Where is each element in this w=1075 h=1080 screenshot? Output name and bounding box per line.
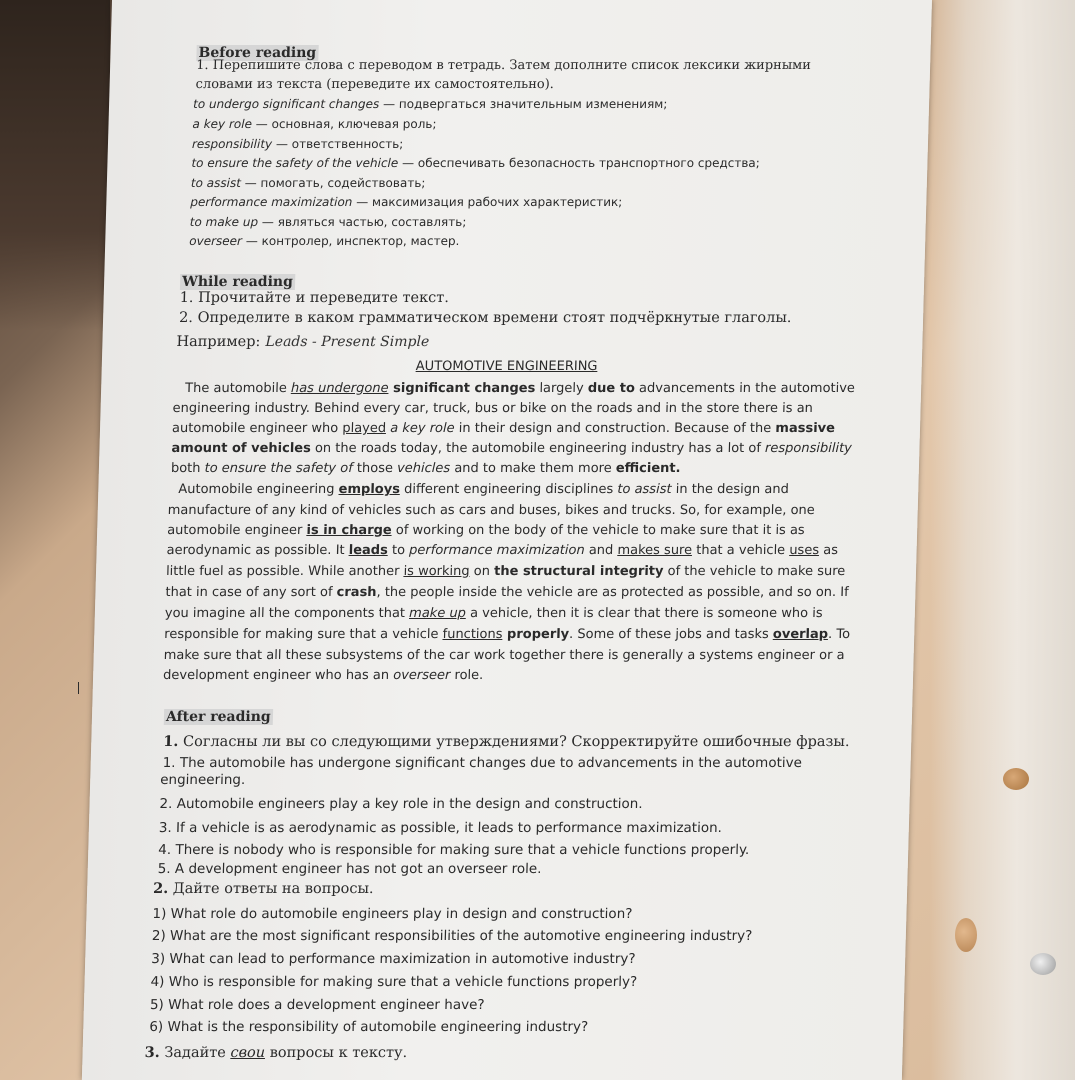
vocab-russian: — ответственность; bbox=[271, 137, 404, 151]
text-run: Задайте bbox=[159, 1045, 231, 1061]
vocab-english: to undergo significant changes bbox=[192, 97, 380, 111]
paragraph-line bbox=[164, 627, 850, 642]
text-run: , the people inside the vehicle are as protected as possible, and so on. If bbox=[376, 585, 849, 600]
text-run: aerodynamic as possible. It bbox=[166, 543, 349, 558]
task-text bbox=[144, 1044, 407, 1061]
question-item: 6) What is the responsibility of automobile engineering industry? bbox=[149, 1019, 589, 1035]
question-item: 1) What role do automobile engineers play in design and construction? bbox=[152, 906, 633, 922]
paragraph-line: manufacture of any kind of vehicles such as cars and buses, bikes and trucks. So, for example, one bbox=[167, 503, 815, 518]
paragraph-line bbox=[171, 461, 681, 476]
text-run: that in case of any sort of bbox=[165, 585, 337, 600]
italic-term: a key role bbox=[385, 421, 455, 436]
after-reading-section bbox=[164, 706, 273, 725]
text-run: those bbox=[352, 461, 398, 476]
dark-background-corner bbox=[0, 0, 110, 330]
text-run: on the roads today, the automobile engineering industry has a lot of bbox=[310, 441, 766, 456]
statement-item: 4. There is nobody who is responsible for making sure that a vehicle functions properly. bbox=[158, 842, 750, 858]
binder-hole bbox=[1003, 768, 1029, 790]
paragraph-line: engineering industry. Behind every car, truck, bus or bike on the roads and in the store there is an bbox=[172, 401, 814, 416]
paragraph-line bbox=[167, 523, 805, 538]
underlined-verb: employs bbox=[338, 482, 401, 497]
vocab-russian: — контролер, инспектор, мастер. bbox=[241, 234, 460, 248]
section-heading: While reading bbox=[181, 274, 294, 290]
plastic-sleeve bbox=[930, 0, 1075, 1080]
text-run: in the design and bbox=[671, 482, 790, 497]
text-run: largely bbox=[535, 381, 589, 396]
bold-term: massive bbox=[775, 421, 836, 436]
vocab-item bbox=[190, 215, 467, 229]
bold-term: the structural integrity bbox=[493, 564, 664, 579]
statement-item: 3. If a vehicle is as aerodynamic as possible, it leads to performance maximization. bbox=[158, 820, 723, 836]
underlined-verb: functions bbox=[442, 627, 503, 642]
handwritten-note: Leads - Present Simple bbox=[265, 334, 430, 350]
task-text: 1. Прочитайте и переведите текст. bbox=[179, 290, 450, 306]
vocab-english: performance maximization bbox=[190, 195, 353, 209]
paragraph-line bbox=[166, 564, 846, 579]
text-run: you imagine all the components that bbox=[164, 606, 410, 621]
italic-term: performance maximization bbox=[408, 543, 585, 558]
task-text bbox=[153, 880, 374, 897]
paragraph-line bbox=[166, 543, 838, 558]
text-run: Automobile engineering bbox=[178, 482, 339, 497]
paragraph-line bbox=[171, 441, 852, 456]
bold-term: significant changes bbox=[388, 381, 536, 396]
underlined-verb: makes sure bbox=[617, 543, 693, 558]
text-run: . Some of these jobs and tasks bbox=[568, 627, 774, 642]
text-run: and to make them more bbox=[449, 461, 617, 476]
vocab-english: responsibility bbox=[191, 137, 273, 151]
text-run: different engineering disciplines bbox=[399, 482, 618, 497]
vocab-english: to ensure the safety of the vehicle bbox=[191, 156, 399, 170]
paragraph-line bbox=[165, 585, 849, 600]
task-number: 1. bbox=[163, 733, 179, 750]
binder-hole bbox=[955, 918, 977, 952]
vocab-item bbox=[191, 176, 426, 190]
text-run: on bbox=[469, 564, 495, 579]
statement-item: engineering. bbox=[159, 772, 246, 788]
vocab-russian: — подвергаться значительным изменениям; bbox=[379, 97, 668, 111]
text-run: automobile engineer who bbox=[171, 421, 343, 436]
task-text: словами из текста (переведите их самостоятельно). bbox=[195, 77, 555, 92]
binder-hole bbox=[1030, 953, 1056, 975]
text-run: little fuel as possible. While another bbox=[165, 564, 404, 579]
bold-term: efficient. bbox=[615, 461, 681, 476]
section-heading: Before reading bbox=[198, 45, 317, 61]
paragraph-line bbox=[172, 421, 835, 436]
underlined-verb: played bbox=[342, 421, 387, 436]
paragraph-line bbox=[165, 606, 823, 621]
underlined-verb: overlap bbox=[772, 627, 829, 642]
text-run: advancements in the automotive bbox=[634, 381, 856, 396]
italic-term: to assist bbox=[617, 482, 672, 497]
underlined-verb: is working bbox=[403, 564, 470, 579]
vocab-item bbox=[193, 97, 668, 111]
underlined-verb: uses bbox=[789, 543, 820, 558]
italic-term: responsibility bbox=[764, 441, 853, 456]
vocab-russian: — основная, ключевая роль; bbox=[251, 117, 437, 131]
text-run: role. bbox=[450, 668, 484, 683]
statement-item: 1. The automobile has undergone significant changes due to advancements in the automotive bbox=[162, 755, 803, 771]
text-run: Согласны ли вы со следующими утверждениями? Скорректируйте ошибочные фразы. bbox=[178, 734, 850, 750]
text-run: of working on the body of the vehicle to make sure that it is as bbox=[391, 523, 805, 538]
underlined-verb: leads bbox=[348, 543, 389, 558]
italic-term: vehicles bbox=[396, 461, 451, 476]
vocab-russian: — являться частью, составлять; bbox=[257, 215, 467, 229]
vocab-item bbox=[190, 195, 622, 209]
statement-item: 5. A development engineer has not got an overseer role. bbox=[157, 861, 542, 877]
vocab-english: a key role bbox=[192, 117, 253, 131]
text-run: automobile engineer bbox=[166, 523, 307, 538]
text-run: and bbox=[584, 543, 618, 558]
paragraph-line bbox=[163, 668, 484, 683]
underlined-verb: has undergone bbox=[290, 381, 389, 396]
vocab-item bbox=[192, 137, 404, 151]
statement-item: 2. Automobile engineers play a key role in the design and construction. bbox=[159, 796, 643, 812]
text-title: AUTOMOTIVE ENGINEERING bbox=[415, 359, 598, 374]
vocab-english: overseer bbox=[189, 234, 243, 248]
text-run: responsible for making sure that a vehicle bbox=[164, 627, 443, 642]
section-heading: After reading bbox=[165, 709, 271, 725]
task-text: 1. Перепишите слова с переводом в тетрадь. Затем дополните список лексики жирными bbox=[195, 58, 812, 73]
question-item: 4) Who is responsible for making sure that a vehicle functions properly? bbox=[150, 974, 638, 990]
example-label: Например: bbox=[176, 334, 261, 350]
question-item: 3) What can lead to performance maximization in automotive industry? bbox=[150, 951, 636, 967]
vocab-russian: — обеспечивать безопасность транспортного средства; bbox=[398, 156, 761, 170]
underlined-verb: is in charge bbox=[306, 523, 392, 538]
text-run: in their design and construction. Because of the bbox=[454, 421, 776, 436]
question-item: 5) What role does a development engineer have? bbox=[149, 997, 485, 1013]
italic-term: to ensure the safety of bbox=[204, 461, 353, 476]
text-run: as bbox=[818, 543, 839, 558]
text-run: that a vehicle bbox=[691, 543, 790, 558]
text-run: both bbox=[170, 461, 205, 476]
text-run: a vehicle, then it is clear that there is someone who is bbox=[465, 606, 823, 621]
bold-term: properly bbox=[502, 627, 570, 642]
task-number: 3. bbox=[144, 1044, 160, 1061]
text-run: to bbox=[387, 543, 410, 558]
task-text: 2. Определите в каком грамматическом времени стоят подчёркнутые глаголы. bbox=[178, 310, 792, 326]
vocab-russian: — максимизация рабочих характеристик; bbox=[352, 195, 623, 209]
task-number: 2. bbox=[152, 880, 169, 897]
question-item: 2) What are the most significant responsibilities of the automotive engineering industry? bbox=[151, 928, 753, 944]
text-run: The automobile bbox=[184, 381, 292, 396]
vocab-item bbox=[192, 117, 436, 131]
worksheet-page bbox=[82, 0, 932, 1080]
vocab-item bbox=[189, 234, 460, 248]
text-run: вопросы к тексту. bbox=[264, 1045, 408, 1061]
pencil-mark bbox=[78, 682, 79, 694]
vocab-russian: — помогать, содействовать; bbox=[240, 176, 426, 190]
text-run: . To bbox=[827, 627, 851, 642]
underlined-verb: make up bbox=[408, 606, 467, 621]
paragraph-line bbox=[178, 482, 789, 497]
handwritten-underline: свои bbox=[230, 1045, 266, 1061]
italic-term: overseer bbox=[393, 668, 451, 683]
vocab-english: to make up bbox=[189, 215, 259, 229]
bold-term: amount of vehicles bbox=[171, 441, 312, 456]
vocab-english: to assist bbox=[190, 176, 242, 190]
while-reading-section bbox=[180, 271, 295, 290]
task-text bbox=[163, 733, 850, 750]
bold-term: crash bbox=[336, 585, 377, 600]
vocab-item bbox=[191, 156, 760, 170]
example-line bbox=[176, 331, 429, 350]
bold-term: due to bbox=[587, 381, 636, 396]
text-run: development engineer who has an bbox=[162, 668, 394, 683]
paragraph-line bbox=[185, 381, 855, 396]
paragraph-line: make sure that all these subsystems of the car work together there is generally a systems engineer or a bbox=[163, 648, 845, 663]
text-run: of the vehicle to make sure bbox=[663, 564, 846, 579]
text-run: Дайте ответы на вопросы. bbox=[168, 881, 374, 897]
